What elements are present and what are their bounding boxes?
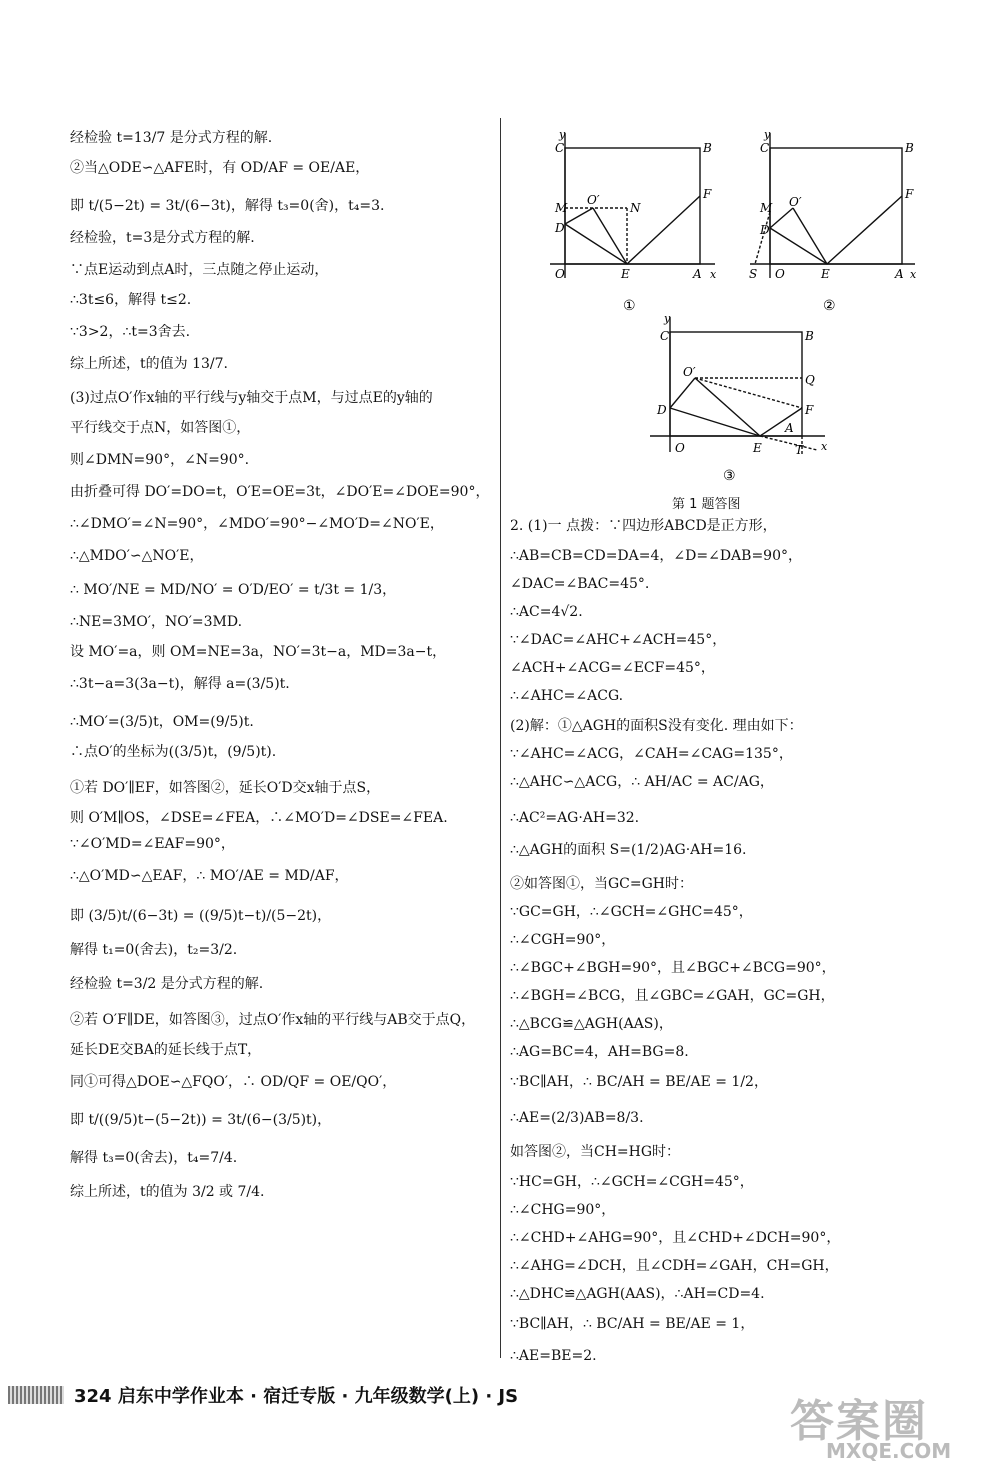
pt-y: y [764,128,771,141]
fig1-label: ① [623,298,636,314]
left-text-line: 延长DE交BA的延长线于点T， [70,1042,262,1058]
figure-caption: 第 1 题答图 [672,497,741,512]
left-text-line: ∴ MO′/NE = MD/NO′ = O′D/EO′ = t/3t = 1/3， [70,582,397,598]
left-text-line: ∴3t−a=3(3a−t)，解得 a=(3/5)t. [70,676,290,692]
pt-E: E [621,267,630,281]
pt-B: B [905,141,914,155]
left-text-line: 由折叠可得 DO′=DO=t，O′E=OE=3t，∠DO′E=∠DOE=90°， [70,484,490,500]
pt-O1: O′ [587,193,600,207]
pt-M: M [760,201,773,215]
right-text-line: ∴△DHC≌△AGH(AAS)，∴AH=CD=4. [510,1286,765,1302]
right-text-line: ∵GC=GH，∴∠GCH=∠GHC=45°， [510,904,753,920]
figure-2 [745,128,930,318]
right-text-line: ∴AE=(2/3)AB=8/3. [510,1110,644,1126]
right-text-line: 如答图②，当CH=HG时： [510,1144,681,1160]
left-text-line: ∴点O′的坐标为((3/5)t，(9/5)t). [70,744,277,760]
right-text-line: ∴∠BGH=∠BCG，且∠GBC=∠GAH，GC=GH， [510,988,835,1004]
right-text-line: ∴△AHC∽△ACG，∴ AH/AC = AC/AG， [510,774,774,790]
right-text-line: ∴∠BGC+∠BGH=90°，且∠BGC+∠BCG=90°， [510,960,836,976]
right-text-line: ②如答图①，当GC=GH时： [510,876,694,892]
left-text-line: (3)过点O′作x轴的平行线与y轴交于点M，与过点E的y轴的 [70,390,433,406]
pt-C: C [660,329,670,343]
column-divider [500,118,501,1358]
left-text-line: 经检验，t=3是分式方程的解. [70,230,255,246]
pt-O: O [775,267,785,281]
pt-A: A [895,267,904,281]
right-text-line: (2)解：①△AGH的面积S没有变化. 理由如下： [510,718,803,734]
left-text-line: 则 O′M∥OS，∠DSE=∠FEA，∴∠MO′D=∠DSE=∠FEA. [70,810,448,826]
pt-F: F [703,187,712,201]
left-text-line: 即 t/((9/5)t−(5−2t)) = 3t/(6−(3/5)t)， [70,1112,332,1128]
watermark-top: 答案圈 [790,1396,928,1447]
left-text-line: 综上所述，t的值为 13/7. [70,356,228,372]
left-text-line: 平行线交于点N，如答图①， [70,420,251,436]
pt-C: C [555,141,565,155]
right-text-line: ∴AG=BC=4，AH=BG=8. [510,1044,689,1060]
pt-Q: Q [805,373,815,387]
pt-O1: O′ [683,365,696,379]
left-text-line: ②若 O′F∥DE，如答图③，过点O′作x轴的平行线与AB交于点Q， [70,1012,476,1028]
left-text-line: ①若 DO′∥EF，如答图②，延长O′D交x轴于点S， [70,780,381,796]
left-text-line: 经检验 t=3/2 是分式方程的解. [70,976,264,992]
pt-T: T [795,443,804,457]
pt-O1: O′ [789,195,802,209]
right-text-line: ∵HC=GH，∴∠GCH=∠CGH=45°， [510,1174,754,1190]
right-text-line: ∵BC∥AH，∴ BC/AH = BE/AE = 1/2， [510,1074,768,1090]
right-text-line: ∴∠CHG=90°， [510,1202,616,1218]
pt-x: x [710,268,717,281]
left-text-line: 解得 t₃=0(舍去)，t₄=7/4. [70,1150,238,1166]
pt-C: C [760,141,770,155]
left-text-line: 设 MO′=a，则 OM=NE=3a，NO′=3t−a，MD=3a−t， [70,644,447,660]
right-text-line: ∴AB=CB=CD=DA=4，∠D=∠DAB=90°， [510,548,802,564]
pt-B: B [805,329,814,343]
watermark [790,1385,990,1465]
pt-N: N [630,201,641,215]
watermark-bottom: MXQE.COM [826,1439,952,1463]
left-text-line: 经检验 t=13/7 是分式方程的解. [70,130,273,146]
right-text-line: ∴AC=4√2. [510,604,583,620]
pt-x: x [910,268,917,281]
pt-F: F [905,187,914,201]
pt-A: A [785,421,794,435]
right-text-line: ∴∠AHG=∠DCH，且∠CDH=∠GAH，CH=GH， [510,1258,839,1274]
right-text-line: ∴AC²=AG·AH=32. [510,810,640,826]
left-text-line: 即 (3/5)t/(6−3t) = ((9/5)t−t)/(5−2t)， [70,908,332,924]
left-text-line: ∵∠O′MD=∠EAF=90°， [70,836,235,852]
left-text-line: ∴3t≤6，解得 t≤2. [70,292,192,308]
pt-A: A [693,267,702,281]
footer-stripe [8,1386,64,1404]
left-text-line: ∴NE=3MO′，NO′=3MD. [70,614,243,630]
left-text-line: ∵3>2，∴t=3舍去. [70,324,191,340]
right-text-line: ∠ACH+∠ACG=∠ECF=45°， [510,660,715,676]
left-text-line: 即 t/(5−2t) = 3t/(6−3t)，解得 t₃=0(舍)，t₄=3. [70,198,385,214]
page-number: 324 [74,1386,112,1407]
right-text-line: ∴AE=BE=2. [510,1348,597,1364]
pt-y: y [559,128,566,141]
left-text-line: 解得 t₁=0(舍去)，t₂=3/2. [70,942,238,958]
right-text-line: ∠DAC=∠BAC=45°. [510,576,650,592]
left-text-line: ∴△MDO′∽△NO′E， [70,548,204,564]
left-text-line: ∵点E运动到点A时，三点随之停止运动， [70,262,329,278]
left-text-line: 同①可得△DOE∽△FQO′，∴ OD/QF = OE/QO′， [70,1074,397,1090]
pt-O: O [555,267,565,281]
pt-y: y [664,312,671,325]
pt-O: O [675,441,685,455]
right-text-line: ∴∠CGH=90°， [510,932,616,948]
pt-x: x [821,440,828,453]
right-text-line: 2. (1)一 点拨：∵四边形ABCD是正方形， [510,518,777,534]
pt-E: E [821,267,830,281]
right-text-line: ∵∠DAC=∠AHC+∠ACH=45°， [510,632,727,648]
pt-F: F [805,403,814,417]
right-text-line: ∴△BCG≌△AGH(AAS)， [510,1016,673,1032]
figure-1 [545,128,730,318]
left-text-line: 则∠DMN=90°，∠N=90°. [70,452,250,468]
left-text-line: ∴MO′=(3/5)t，OM=(9/5)t. [70,714,254,730]
left-text-line: ∴∠DMO′=∠N=90°，∠MDO′=90°−∠MO′D=∠NO′E， [70,516,444,532]
fig2-label: ② [823,298,836,314]
book-title: 启东中学作业本 · 宿迁专版 · 九年级数学(上) · JS [117,1386,519,1407]
right-text-line: ∵∠AHC=∠ACG，∠CAH=∠CAG=135°， [510,746,793,762]
right-text-line: ∴△AGH的面积 S=(1/2)AG·AH=16. [510,842,747,858]
right-text-line: ∴∠CHD+∠AHG=90°，且∠CHD+∠DCH=90°， [510,1230,841,1246]
left-text-line: ②当△ODE∽△AFE时，有 OD/AF = OE/AE， [70,160,370,176]
right-text-line: ∵BC∥AH，∴ BC/AH = BE/AE = 1， [510,1316,755,1332]
fig3-label: ③ [723,468,736,484]
footer-text [74,1382,518,1408]
pt-E: E [753,441,762,455]
figure-3 [645,312,835,492]
pt-D: D [657,403,667,417]
pt-D: D [760,223,770,237]
right-text-line: ∴∠AHC=∠ACG. [510,688,624,704]
pt-M: M [555,201,568,215]
left-text-line: ∴△O′MD∽△EAF，∴ MO′/AE = MD/AF， [70,868,349,884]
pt-S: S [749,267,758,281]
pt-B: B [703,141,712,155]
pt-D: D [555,221,565,235]
left-text-line: 综上所述，t的值为 3/2 或 7/4. [70,1184,265,1200]
